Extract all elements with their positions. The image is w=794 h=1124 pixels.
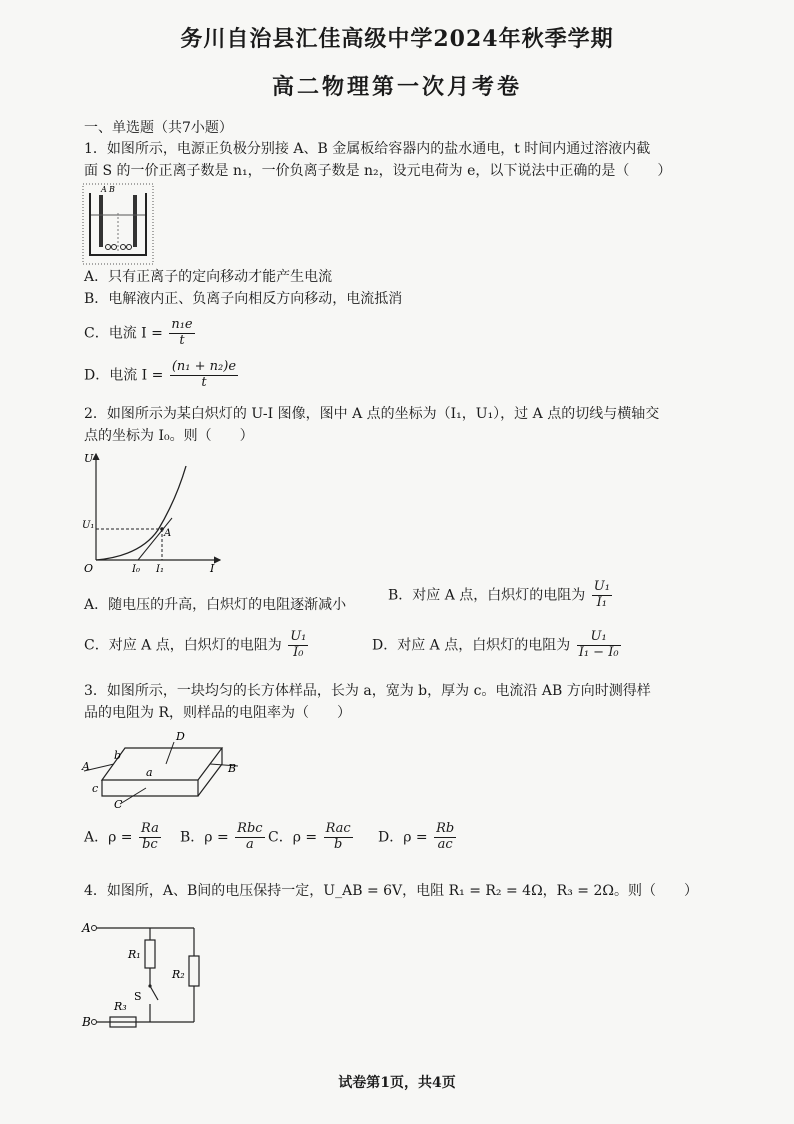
exam-title: 高二物理第一次月考卷 (271, 74, 522, 100)
x-axis-label: I (210, 562, 215, 575)
q2-option-d-num: U₁ (577, 630, 621, 646)
q2-stem-line2: 点的坐标为 I₀。则（ ） (84, 428, 254, 444)
q3-block-figure (80, 728, 245, 810)
q1-stem-line2: 面 S 的一价正离子数是 n₁，一价负离子数是 n₂，设元电荷为 e，以下说法中正确的是（ ） (84, 163, 672, 179)
q1-option-d-num: (n₁ + n₂)e (171, 359, 237, 374)
school-title: 务川自治县汇佳高级中学2024年秋季学期 (180, 26, 614, 52)
q2-option-b (388, 580, 614, 611)
terminal-a-label: A (82, 921, 91, 935)
q2-option-a: A．随电压的升高，白炽灯的电阻逐渐减小 (84, 597, 347, 613)
terminal-b-label: B (82, 1015, 91, 1029)
section-label: 一、单选题（共7小题） (84, 120, 233, 136)
q2-option-c-den: I₀ (293, 644, 304, 660)
q3-option-b-fraction (235, 822, 264, 853)
q3-option-a-den: bc (142, 836, 158, 852)
terminal-b (92, 1020, 97, 1025)
switch-label: S (134, 990, 142, 1003)
q2-stem-line1: 2．如图所示为某白炽灯的 U-I 图像，图中 A 点的坐标为（I₁，U₁），过 A 点的切线与横轴交 (84, 406, 660, 422)
q2-option-d (372, 630, 623, 661)
q2-option-c (84, 630, 310, 661)
q2-option-b-prefix: B．对应 A 点，白炽灯的电阻为 (388, 587, 586, 604)
u1-label: U₁ (82, 520, 95, 531)
r3-label: R₃ (114, 1000, 127, 1013)
q2-option-b-num: U₁ (593, 579, 610, 594)
q1-option-d-den: t (201, 374, 207, 390)
r1-label: R₁ (128, 948, 141, 961)
switch-contact (148, 984, 151, 987)
q3-stem-line2: 品的电阻为 R，则样品的电阻率为（ ） (84, 705, 351, 721)
plate-a-label: A (101, 185, 107, 194)
q2-option-c-num: U₁ (290, 629, 307, 644)
q3-option-a-num: Ra (140, 821, 159, 836)
i0-label: I₀ (132, 564, 140, 575)
block-side-face (198, 748, 222, 796)
plate-a (99, 195, 103, 247)
q3-stem-line1: 3．如图所示，一块均匀的长方体样品，长为 a，宽为 b，厚为 c。电流沿 AB 方向时测得样 (84, 683, 651, 699)
q1-option-c-prefix: C．电流 I = (84, 325, 163, 342)
label-b: b (114, 749, 122, 762)
resistor-r1 (145, 940, 155, 968)
q1-option-d (84, 360, 240, 391)
figure-frame (83, 184, 153, 264)
q3-option-c-den: b (333, 836, 343, 852)
q3-option-c-num: Rac (325, 821, 351, 836)
switch-s (150, 986, 158, 1000)
q4-circuit-figure (80, 914, 220, 1034)
plate-b-label: B (109, 185, 115, 194)
r2-label: R₂ (172, 968, 185, 981)
label-A: A (82, 760, 90, 773)
label-D: D (176, 730, 185, 743)
label-c: c (92, 782, 99, 795)
q1-option-c-num: n₁e (171, 317, 193, 332)
q3-option-a-fraction (139, 822, 161, 853)
origin-label: O (84, 562, 94, 575)
q1-option-c-fraction (169, 318, 194, 349)
terminal-a (92, 926, 97, 931)
q3-option-b-prefix: B．ρ = (180, 829, 229, 846)
y-axis-label: U (84, 452, 94, 465)
q2-option-b-den: I₁ (596, 594, 608, 610)
tangent-line (138, 518, 172, 560)
page-footer: 试卷第1页，共4页 (338, 1075, 456, 1091)
q1-stem-line1: 1．如图所示，电源正负极分别接 A、B 金属板给容器内的盐水通电，t 时间内通过溶液内截 (84, 141, 651, 157)
lead-d (166, 742, 174, 764)
q3-option-c-fraction (324, 822, 353, 853)
q3-option-d (378, 822, 458, 853)
q3-option-d-fraction (434, 822, 456, 853)
label-C: C (114, 798, 123, 810)
q3-option-d-prefix: D．ρ = (378, 829, 428, 846)
q3-option-d-den: ac (437, 836, 453, 852)
q4-stem: 4．如图所，A、B间的电压保持一定，U_AB = 6V，电阻 R₁ = R₂ = 4Ω，R₃ = 2Ω。则（ ） (84, 883, 698, 899)
q3-option-c (268, 822, 355, 853)
q3-option-a (84, 822, 163, 853)
resistor-r2 (189, 956, 199, 986)
q2-option-b-fraction (592, 580, 612, 611)
ion (121, 245, 126, 250)
block-front-face (102, 780, 198, 796)
ion (112, 245, 117, 250)
q2-option-d-prefix: D．对应 A 点，白炽灯的电阻为 (372, 637, 571, 654)
q2-option-d-den: I₁ − I₀ (578, 644, 619, 660)
i1-label: I₁ (156, 564, 164, 575)
q3-option-b (180, 822, 267, 853)
point-a-label: A (164, 528, 172, 539)
q1-option-d-fraction (170, 360, 238, 391)
label-B: B (228, 762, 237, 775)
ui-curve (96, 466, 186, 560)
q3-option-a-prefix: A．ρ = (84, 829, 133, 846)
q2-ui-graph (80, 448, 230, 578)
ion (106, 245, 111, 250)
q3-option-b-den: a (245, 836, 254, 852)
label-a: a (146, 766, 153, 779)
ion (127, 245, 132, 250)
q1-option-d-prefix: D．电流 I = (84, 367, 164, 384)
q1-electrolysis-figure (82, 183, 154, 265)
q1-option-b: B．电解液内正、负离子向相反方向移动，电流抵消 (84, 291, 403, 307)
plate-b (133, 195, 137, 247)
q2-option-c-fraction (288, 630, 308, 661)
q1-option-c-den: t (179, 332, 185, 348)
q2-option-d-fraction (577, 630, 621, 661)
q1-option-c (84, 318, 197, 349)
q1-option-a: A．只有正离子的定向移动才能产生电流 (84, 269, 333, 285)
q2-option-c-prefix: C．对应 A 点，白炽灯的电阻为 (84, 637, 282, 654)
q3-option-d-num: Rb (436, 821, 455, 836)
q3-option-c-prefix: C．ρ = (268, 829, 318, 846)
q3-option-b-num: Rbc (237, 821, 263, 836)
